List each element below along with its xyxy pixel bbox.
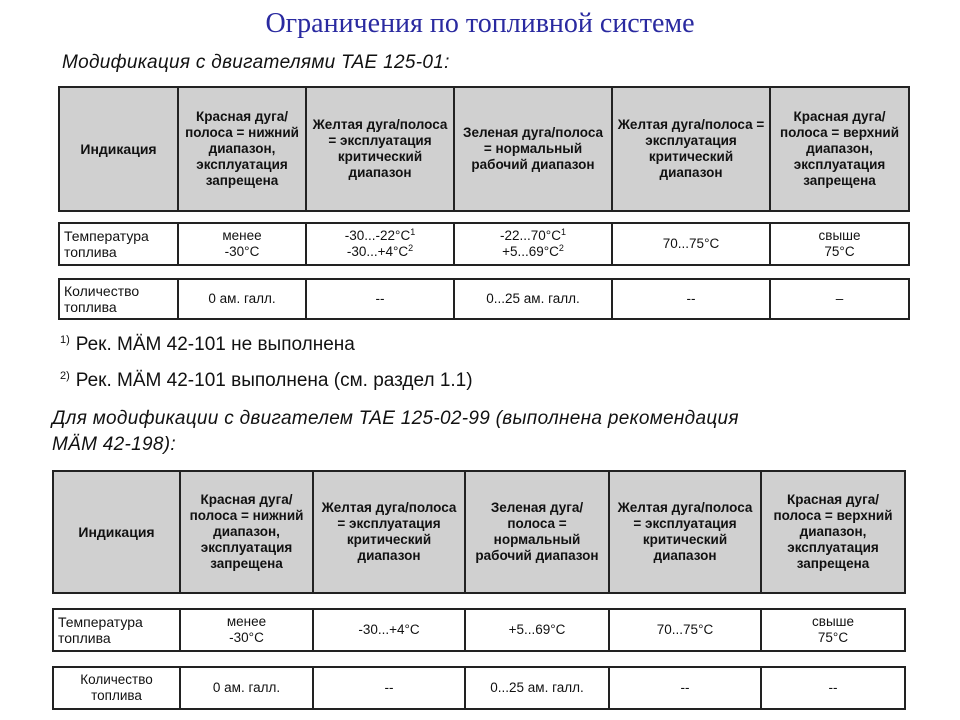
row-label-temperature: Температура топлива — [59, 223, 178, 265]
footnote-2: $^{2)}$ Рек. MÄM 42-101 выполнена (см. раздел 1.1) — [60, 370, 473, 391]
cell: -30...+4°C — [313, 609, 465, 651]
cell: 70...75°C — [609, 609, 761, 651]
header-indication: Индикация — [59, 87, 178, 211]
section1-header-table — [58, 86, 910, 212]
cell: свыше 75°C — [770, 223, 909, 265]
cell: свыше 75°C — [761, 609, 905, 651]
header-yellow-low: Желтая дуга/полоса = эксплуатация критический диапазон — [306, 87, 454, 211]
table-row — [59, 279, 909, 319]
header-indication: Индикация — [53, 471, 180, 593]
row-label-quantity: Количество топлива — [59, 279, 178, 319]
header-green: Зеленая дуга/полоса = нормальный рабочий диапазон — [454, 87, 612, 211]
cell: 70...75°C — [612, 223, 770, 265]
cell: -- — [306, 279, 454, 319]
footnote-1: $^{1)}$ Рек. MÄM 42-101 не выполнена — [60, 334, 355, 355]
section2-temp-table — [52, 608, 906, 652]
section1-qty-table — [58, 278, 910, 320]
table-row — [53, 609, 905, 651]
header-red-low: Красная дуга/полоса = нижний диапазон, эксплуатация запрещена — [180, 471, 313, 593]
header-green: Зеленая дуга/полоса = нормальный рабочий диапазон — [465, 471, 609, 593]
cell: -- — [612, 279, 770, 319]
section2-heading-line1: Для модификации с двигателем TAE 125-02-99 (выполнена рекомендация — [52, 408, 739, 429]
section1-heading: Модификация с двигателями TAE 125-01: — [62, 52, 450, 73]
section1-temp-table — [58, 222, 910, 266]
section2-header-table — [52, 470, 906, 594]
row-label-quantity: Количество топлива — [53, 667, 180, 709]
cell: менее -30°C — [180, 609, 313, 651]
cell: менее -30°C — [178, 223, 306, 265]
header-yellow-high: Желтая дуга/полоса = эксплуатация критический диапазон — [609, 471, 761, 593]
section2-heading-line2: MÄM 42-198): — [52, 434, 176, 455]
cell: $-30...-22^\circ C^1$ $-30...+4^\circ C^2$ — [306, 223, 454, 265]
cell: 0...25 ам. галл. — [454, 279, 612, 319]
header-red-high: Красная дуга/полоса = верхний диапазон, эксплуатация запрещена — [770, 87, 909, 211]
page-title: Ограничения по топливной системе — [265, 8, 695, 39]
cell: -- — [761, 667, 905, 709]
table-row — [53, 667, 905, 709]
row-label-temperature: Температура топлива — [53, 609, 180, 651]
cell: 0 ам. галл. — [180, 667, 313, 709]
header-red-high: Красная дуга/полоса = верхний диапазон, эксплуатация запрещена — [761, 471, 905, 593]
cell: -- — [313, 667, 465, 709]
cell: $-22...70^\circ C^1$ $+5...69^\circ C^2$ — [454, 223, 612, 265]
header-yellow-high: Желтая дуга/полоса = эксплуатация критический диапазон — [612, 87, 770, 211]
table-row — [59, 223, 909, 265]
header-red-low: Красная дуга/полоса = нижний диапазон, эксплуатация запрещена — [178, 87, 306, 211]
cell: -- — [609, 667, 761, 709]
section2-qty-table — [52, 666, 906, 710]
cell: – — [770, 279, 909, 319]
cell: 0...25 ам. галл. — [465, 667, 609, 709]
cell: +5...69°C — [465, 609, 609, 651]
header-yellow-low: Желтая дуга/полоса = эксплуатация критический диапазон — [313, 471, 465, 593]
cell: 0 ам. галл. — [178, 279, 306, 319]
